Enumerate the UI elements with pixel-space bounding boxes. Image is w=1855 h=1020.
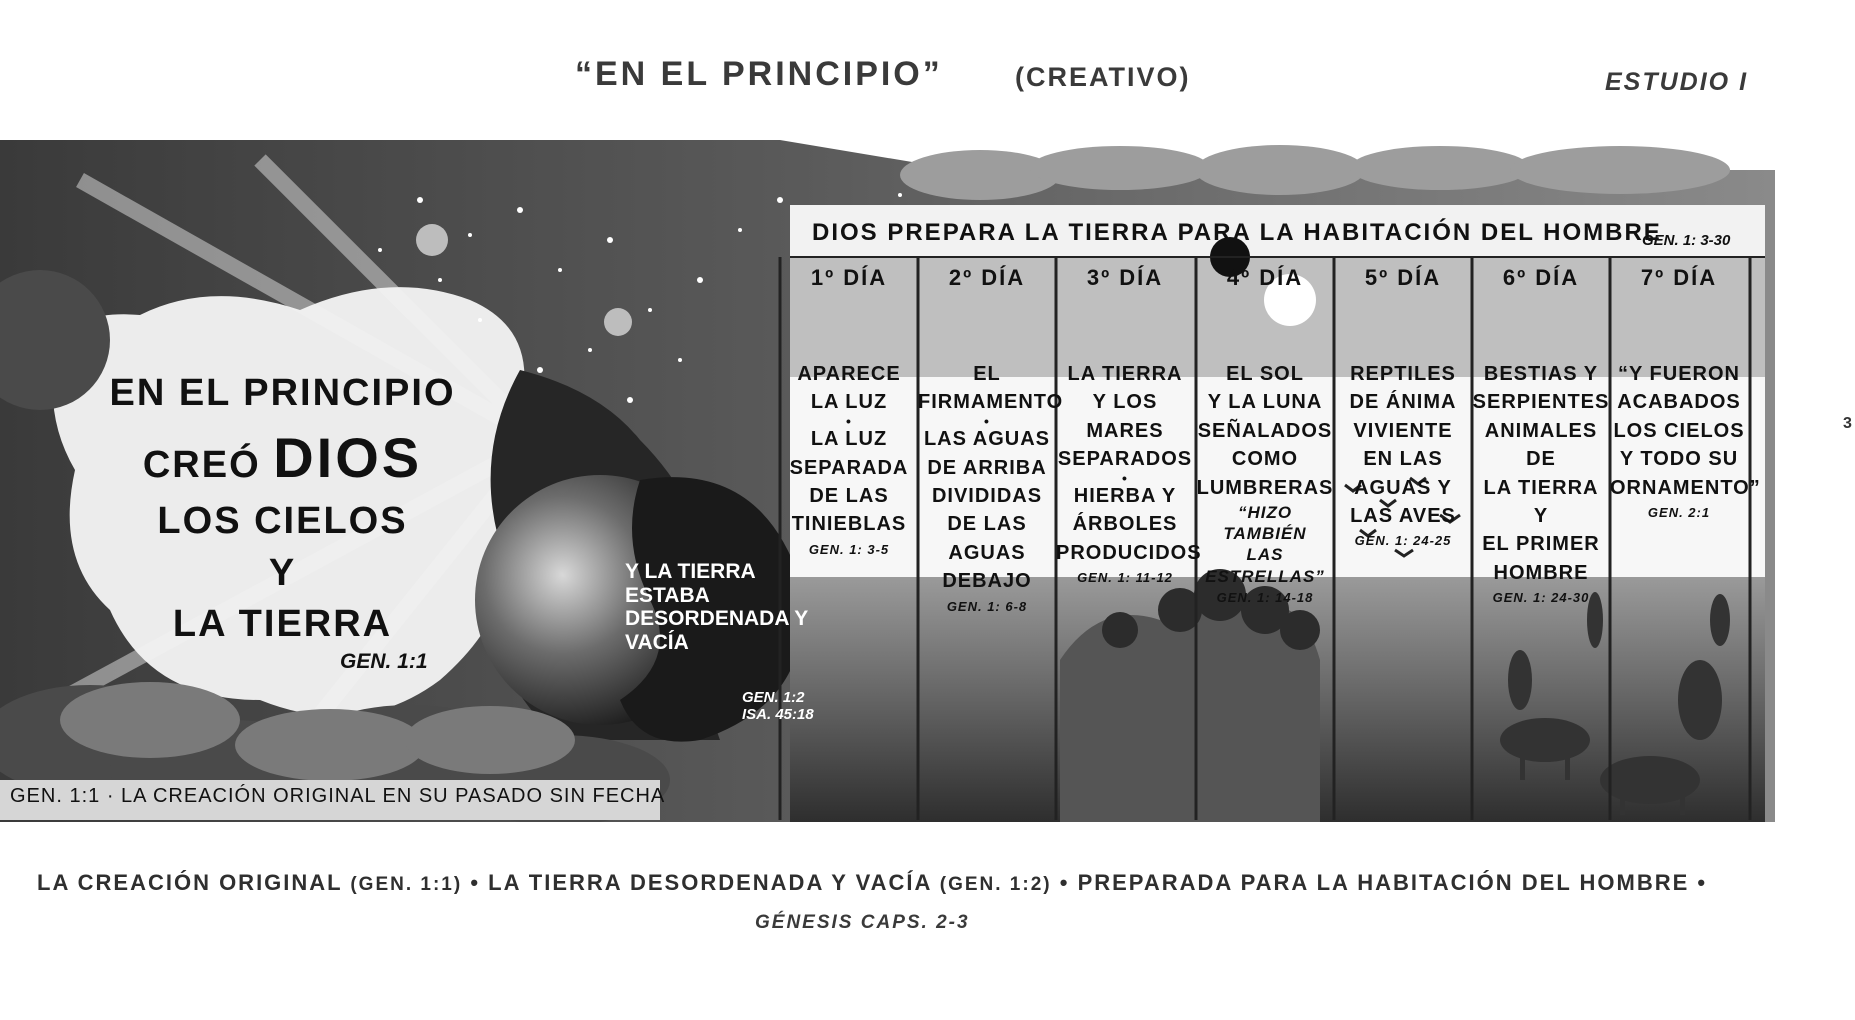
day-line: APARECE (797, 363, 901, 385)
day-line: EN LAS (1363, 448, 1443, 471)
day-line: DE LAS (947, 513, 1027, 536)
day-ref: GEN. 1: 14-18 (1216, 589, 1314, 605)
day-ref: GEN. 1: 24-25 (1354, 533, 1452, 549)
day-description (780, 360, 918, 559)
headline-ref: GEN. 1:1 (340, 650, 428, 673)
page-subtitle: (CREATIVO) (1015, 62, 1191, 92)
day-line: EL SOL (1226, 363, 1304, 385)
day-description (1610, 360, 1761, 522)
day-header: 1º DÍA (810, 265, 888, 290)
day-line: “Y FUERON (1618, 363, 1740, 385)
day-line: Y TODO SU (1619, 448, 1739, 471)
day-ref: GEN. 1: 24-30 (1492, 590, 1590, 606)
day-line: TINIEBLAS (791, 513, 907, 536)
day-line: PRODUCIDOS (1056, 541, 1202, 564)
footer-summary (37, 870, 1707, 896)
day-line: LA TIERRA (1067, 363, 1183, 385)
day-quote-line: “HIZO TAMBIÉN (1223, 502, 1307, 544)
day-line: MARES (1086, 419, 1164, 442)
day-line: DEBAJO (942, 570, 1032, 593)
day-description (1334, 360, 1472, 551)
day-quote-line: LAS (1246, 545, 1284, 565)
day-line: BESTIAS Y (1483, 363, 1599, 385)
day-line: ÁRBOLES (1072, 513, 1178, 536)
day-description (1196, 360, 1334, 607)
headline-line-1: EN EL PRINCIPIO (109, 372, 456, 414)
day-description (1472, 360, 1610, 608)
day-header: 7º DÍA (1640, 265, 1718, 290)
footer-part-1: LA CREACIÓN ORIGINAL (37, 870, 343, 895)
strip-dot: · (106, 785, 122, 807)
bullet-dot: • (846, 412, 852, 429)
bullet-dot: • (984, 412, 990, 429)
day-line: HIERBA Y (1073, 484, 1177, 507)
day-quote-line: ESTRELLAS” (1205, 566, 1325, 586)
day-ref: GEN. 1: 11-12 (1077, 570, 1173, 586)
footer-dot-1: • (470, 870, 489, 895)
strip-text: LA CREACIÓN ORIGINAL EN SU PASADO SIN FECHA (121, 785, 666, 807)
day-line: FIRMAMENTO (918, 391, 1064, 414)
day-header: 2º DÍA (948, 265, 1026, 290)
day-header: 5º DÍA (1364, 265, 1442, 290)
day-line: DE LAS (809, 484, 889, 507)
day-header: 3º DÍA (1086, 265, 1164, 290)
day-line: LAS AVES (1350, 504, 1456, 527)
strip-ref: GEN. 1:1 (10, 785, 101, 807)
day-description (918, 360, 1064, 616)
day-line: LA LUZ (810, 391, 888, 414)
footer-ref-1: (GEN. 1:1) (350, 874, 463, 895)
study-label: ESTUDIO I (1605, 68, 1749, 96)
day-line: SEPARADA (789, 456, 909, 479)
day-header: 6º DÍA (1502, 265, 1580, 290)
day-line: SEPARADOS (1057, 448, 1193, 471)
bullet-dot: • (1122, 469, 1128, 486)
day-line: Y LOS (1092, 391, 1158, 414)
earth-label: Y LA TIERRA ESTABA DESORDENADA Y VACÍA (625, 560, 808, 654)
day-line: SEÑALADOS (1197, 419, 1333, 442)
footer-part-3: PREPARADA PARA LA HABITACIÓN DEL HOMBRE (1077, 870, 1690, 895)
page-number: 3 (1843, 415, 1852, 432)
day-line: AGUAS (948, 541, 1026, 564)
day-line: Y LA LUNA (1207, 391, 1323, 414)
headline-line-2 (85, 420, 480, 496)
footer-ref-2: (GEN. 1:2) (939, 874, 1052, 895)
day-ref: GEN. 1: 6-8 (946, 598, 1028, 614)
day-line: LOS CIELOS (1613, 419, 1745, 442)
day-line: Y (1533, 504, 1549, 527)
footer-dot-3: • (1697, 870, 1708, 895)
page-title: “EN EL PRINCIPIO” (575, 55, 943, 93)
earth-ref-1: GEN. 1:2 (742, 689, 805, 706)
day-line: ACABADOS (1617, 391, 1741, 414)
day-header: 4º DÍA (1226, 265, 1304, 290)
creation-headline (85, 368, 480, 651)
day-line: LA LUZ (810, 428, 888, 451)
footer-dot-2: • (1059, 870, 1078, 895)
day-line: VIVIENTE (1353, 419, 1453, 442)
original-creation-strip (10, 785, 665, 808)
day-line: ANIMALES DE (1484, 419, 1598, 471)
earth-ref (742, 690, 814, 723)
day-line: DE ARRIBA (927, 456, 1047, 479)
day-line: LAS AGUAS (923, 428, 1051, 451)
day-line: LUMBRERAS (1196, 476, 1334, 499)
days-banner: DIOS PREPARA LA TIERRA PARA LA HABITACIÓN DEL HOMBRE (812, 219, 1662, 246)
footer-part-2: LA TIERRA DESORDENADA Y VACÍA (488, 870, 932, 895)
footer-genesis: GÉNESIS CAPS. 2-3 (755, 912, 970, 933)
day-ref: GEN. 2:1 (1647, 504, 1711, 520)
headline-line-5: LA TIERRA (172, 603, 393, 646)
day-line: DIVIDIDAS (931, 484, 1043, 507)
day-line: ORNAMENTO” (1610, 476, 1761, 499)
headline-god: DIOS (273, 425, 423, 489)
day-line: COMO (1231, 448, 1299, 471)
days-banner-ref: GEN. 1: 3-30 (1642, 232, 1731, 249)
headline-verb: CREÓ (142, 443, 261, 486)
day-line: SERPIENTES (1472, 391, 1610, 414)
day-line: EL (973, 363, 1001, 385)
headline-line-3: LOS CIELOS (157, 499, 408, 542)
day-line: LA TIERRA (1483, 476, 1599, 499)
day-line: REPTILES (1350, 363, 1456, 385)
earth-ref-2: ISA. 45:18 (742, 705, 814, 723)
day-description (1056, 360, 1202, 588)
headline-line-4: Y (268, 551, 297, 594)
day-line: AGUAS Y (1354, 476, 1452, 499)
day-ref: GEN. 1: 3-5 (808, 541, 890, 557)
day-line: EL PRIMER (1482, 533, 1600, 556)
day-line: DE ÁNIMA (1349, 391, 1457, 414)
day-line: HOMBRE (1493, 561, 1589, 584)
